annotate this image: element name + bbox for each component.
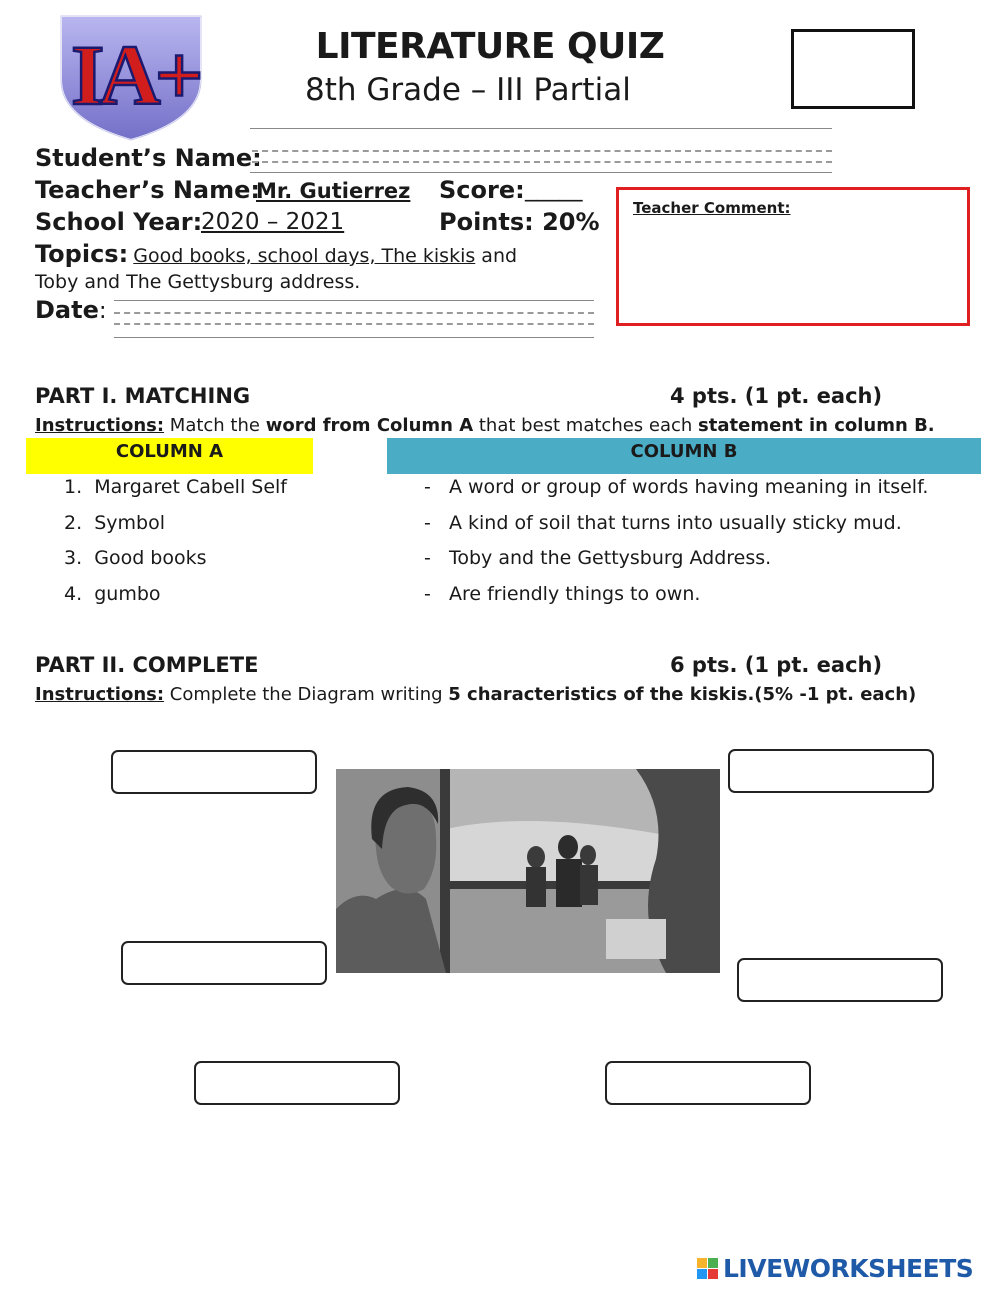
date-colon: :: [98, 298, 107, 324]
item-number: 3.: [64, 547, 83, 569]
part1-instr-text-d: statement in column B.: [698, 415, 935, 436]
topics-line-2: Toby and The Gettysburg address.: [35, 271, 361, 293]
part2-instr-label: Instructions:: [35, 684, 165, 705]
school-logo: [55, 14, 205, 142]
story-illustration: [336, 769, 720, 973]
characteristic-input-5[interactable]: [194, 1061, 400, 1105]
teacher-name-value: Mr. Gutierrez: [256, 179, 411, 203]
item-text: Good books: [94, 547, 207, 569]
item-dash: -: [424, 583, 431, 605]
column-a-header: COLUMN A: [26, 438, 313, 474]
topics-label: Topics:: [35, 240, 129, 268]
date-bottom-line: [114, 337, 594, 338]
page-title: LITERATURE QUIZ: [315, 26, 665, 67]
characteristic-input-6[interactable]: [605, 1061, 811, 1105]
part1-instr-text-b: word from Column A: [265, 415, 474, 436]
part2-instr-text-c: .(5% -1 pt. each): [747, 684, 917, 705]
score-label: Score:: [439, 176, 525, 204]
name-bottom-line: [250, 172, 832, 173]
column-b-item[interactable]: [424, 512, 902, 534]
characteristic-input-1[interactable]: [111, 750, 317, 794]
topics-line: [35, 240, 517, 268]
school-year-label: School Year:: [35, 208, 203, 236]
part1-points: 4 pts. (1 pt. each): [670, 384, 883, 408]
item-dash: -: [424, 512, 431, 534]
part1-instr-label: Instructions:: [35, 415, 165, 436]
part2-points: 6 pts. (1 pt. each): [670, 653, 883, 677]
column-a-item[interactable]: [64, 512, 165, 534]
date-label: Date: [35, 296, 99, 324]
topics-value: Good books, school days, The kiskis: [133, 245, 476, 267]
part2-title: PART II. COMPLETE: [35, 653, 259, 677]
grade-box[interactable]: [791, 29, 915, 109]
part1-instr-text-c: that best matches each: [473, 415, 699, 436]
date-dash-line-2[interactable]: [114, 323, 594, 325]
column-b-item[interactable]: [424, 547, 771, 569]
item-text: Symbol: [94, 512, 166, 534]
item-dash: -: [424, 476, 431, 498]
item-number: 2.: [64, 512, 83, 534]
column-a-item[interactable]: [64, 583, 161, 605]
school-year-value: 2020 – 2021: [201, 209, 345, 235]
item-number: 1.: [64, 476, 83, 498]
date-top-line: [114, 300, 594, 301]
part2-instr-text-a: Complete the Diagram writing: [164, 684, 449, 705]
column-b-header: COLUMN B: [387, 438, 981, 474]
part1-instructions: [35, 415, 935, 436]
characteristic-input-2[interactable]: [728, 749, 934, 793]
points-label: Points: 20%: [439, 208, 600, 236]
teacher-comment-box[interactable]: [616, 187, 970, 326]
teacher-name-label: Teacher’s Name:: [35, 176, 261, 204]
date-dash-line-1: [114, 312, 594, 314]
column-a-item[interactable]: [64, 476, 287, 498]
column-a-item[interactable]: [64, 547, 207, 569]
page-subtitle: 8th Grade – III Partial: [305, 72, 631, 108]
item-text: Are friendly things to own.: [448, 583, 701, 605]
part2-instr-text-b: 5 characteristics of the kiskis: [448, 684, 748, 705]
characteristic-input-3[interactable]: [121, 941, 327, 985]
column-b-item[interactable]: [424, 583, 700, 605]
liveworksheets-logo-icon: [697, 1258, 719, 1280]
score-blank[interactable]: _____: [525, 176, 583, 202]
item-dash: -: [424, 547, 431, 569]
name-top-line: [250, 128, 832, 129]
column-b-item[interactable]: [424, 476, 928, 498]
name-dash-line-2[interactable]: [252, 161, 832, 163]
brand-name: LIVEWORKSHEETS: [723, 1254, 974, 1283]
teacher-comment-label: Teacher Comment:: [633, 199, 791, 217]
item-text: Margaret Cabell Self: [94, 476, 287, 498]
part1-instr-text-a: Match the: [164, 415, 266, 436]
item-text: gumbo: [94, 583, 161, 605]
name-dash-line-1: [252, 150, 832, 152]
topics-and: and: [475, 245, 518, 267]
item-text: A word or group of words having meaning in itself.: [448, 476, 929, 498]
characteristic-input-4[interactable]: [737, 958, 943, 1002]
item-text: A kind of soil that turns into usually sticky mud.: [448, 512, 902, 534]
date-row: [35, 296, 107, 324]
student-name-label: Student’s Name:: [35, 144, 262, 172]
logo-text: IA+: [71, 27, 198, 123]
item-text: Toby and the Gettysburg Address.: [448, 547, 772, 569]
item-number: 4.: [64, 583, 83, 605]
part1-title: PART I. MATCHING: [35, 384, 251, 408]
part2-instructions: [35, 684, 916, 705]
